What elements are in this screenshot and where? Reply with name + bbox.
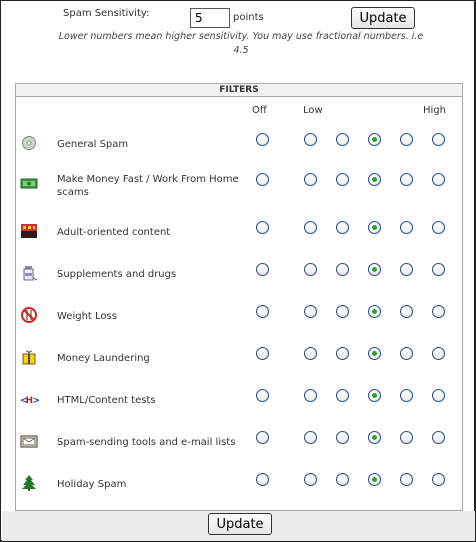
- adult-content-icon: [20, 223, 38, 239]
- svg-text:<: <: [20, 396, 28, 406]
- filter-level-radio-2[interactable]: [336, 473, 349, 486]
- money-bill-icon: [20, 175, 38, 191]
- sensitivity-input[interactable]: [190, 8, 230, 28]
- filter-level-radio-4[interactable]: [400, 173, 413, 186]
- html-tag-icon: [20, 391, 41, 407]
- filter-level-radio-4[interactable]: [400, 473, 413, 486]
- filter-level-radio-2[interactable]: [336, 305, 349, 318]
- filter-row: [15, 221, 463, 251]
- filter-level-radio-5[interactable]: [432, 305, 445, 318]
- filter-level-radio-3[interactable]: [368, 173, 381, 186]
- filter-level-radio-4[interactable]: [400, 133, 413, 146]
- filter-level-radio-5[interactable]: [432, 221, 445, 234]
- filter-label: Holiday Spam: [57, 479, 127, 490]
- sensitivity-label: Spam Sensitivity:: [63, 8, 150, 19]
- filter-level-radio-2[interactable]: [336, 347, 349, 360]
- update-filters-button[interactable]: Update: [208, 513, 272, 535]
- filter-label: Weight Loss: [57, 311, 117, 322]
- filter-level-radio-1[interactable]: [304, 173, 317, 186]
- filter-label: Money Laundering: [57, 353, 150, 364]
- filter-level-radio-5[interactable]: [432, 347, 445, 360]
- filter-level-radio-3[interactable]: [368, 133, 381, 146]
- filter-row: [15, 347, 463, 377]
- column-label-low: Low: [303, 105, 323, 116]
- filter-level-radio-0[interactable]: [256, 347, 269, 360]
- gift-box-icon: [20, 349, 38, 365]
- filter-level-radio-3[interactable]: [368, 473, 381, 486]
- filter-level-radio-2[interactable]: [336, 173, 349, 186]
- email-list-icon: [20, 433, 38, 449]
- filter-level-radio-2[interactable]: [336, 221, 349, 234]
- cd-disc-icon: [20, 135, 38, 151]
- filter-level-radio-1[interactable]: [304, 263, 317, 276]
- filter-label: Supplements and drugs: [57, 269, 177, 280]
- filter-level-radio-3[interactable]: [368, 305, 381, 318]
- filter-level-radio-5[interactable]: [432, 431, 445, 444]
- filter-level-radio-5[interactable]: [432, 389, 445, 402]
- filters-title: FILTERS: [16, 84, 462, 97]
- sensitivity-unit: points: [233, 12, 264, 23]
- filter-level-radio-1[interactable]: [304, 305, 317, 318]
- filter-level-radio-3[interactable]: [368, 221, 381, 234]
- filter-level-radio-0[interactable]: [256, 389, 269, 402]
- svg-text:H: H: [25, 396, 34, 406]
- column-label-off: Off: [252, 105, 267, 116]
- filter-level-radio-4[interactable]: [400, 221, 413, 234]
- filter-level-radio-1[interactable]: [304, 221, 317, 234]
- filter-level-radio-1[interactable]: [304, 133, 317, 146]
- filter-row: [15, 389, 463, 419]
- filter-level-radio-0[interactable]: [256, 431, 269, 444]
- filter-level-radio-5[interactable]: [432, 173, 445, 186]
- filter-level-radio-1[interactable]: [304, 431, 317, 444]
- filter-level-radio-1[interactable]: [304, 389, 317, 402]
- filter-level-radio-0[interactable]: [256, 263, 269, 276]
- filter-label: General Spam: [57, 139, 129, 150]
- filter-level-radio-5[interactable]: [432, 133, 445, 146]
- filter-level-radio-4[interactable]: [400, 263, 413, 276]
- filter-level-radio-4[interactable]: [400, 389, 413, 402]
- filter-level-radio-3[interactable]: [368, 347, 381, 360]
- filter-level-radio-1[interactable]: [304, 347, 317, 360]
- filter-level-radio-4[interactable]: [400, 347, 413, 360]
- filter-label: Spam-sending tools and e-mail lists: [57, 437, 236, 448]
- filter-level-radio-3[interactable]: [368, 431, 381, 444]
- filter-row: [15, 133, 463, 163]
- christmas-tree-icon: [20, 475, 38, 491]
- no-food-icon: [20, 307, 38, 323]
- svg-text:>: >: [32, 396, 41, 406]
- filter-row: [15, 173, 463, 203]
- column-label-high: High: [423, 105, 446, 116]
- filter-level-radio-0[interactable]: [256, 305, 269, 318]
- filter-level-radio-5[interactable]: [432, 473, 445, 486]
- filter-row: [15, 263, 463, 293]
- filter-level-radio-0[interactable]: [256, 173, 269, 186]
- filter-level-radio-1[interactable]: [304, 473, 317, 486]
- update-sensitivity-button[interactable]: Update: [351, 7, 415, 29]
- filter-level-radio-0[interactable]: [256, 133, 269, 146]
- filter-level-radio-4[interactable]: [400, 305, 413, 318]
- filter-level-radio-2[interactable]: [336, 389, 349, 402]
- filter-level-radio-2[interactable]: [336, 263, 349, 276]
- filter-row: [15, 431, 463, 461]
- filter-level-radio-0[interactable]: [256, 473, 269, 486]
- filter-label: Adult-oriented content: [57, 227, 171, 238]
- filter-label: Make Money Fast / Work From Home scams: [57, 174, 239, 198]
- filter-level-radio-0[interactable]: [256, 221, 269, 234]
- filter-level-radio-3[interactable]: [368, 389, 381, 402]
- filter-level-radio-4[interactable]: [400, 431, 413, 444]
- filter-label: HTML/Content tests: [57, 395, 156, 406]
- filter-level-radio-2[interactable]: [336, 133, 349, 146]
- filter-level-radio-3[interactable]: [368, 263, 381, 276]
- pill-bottle-icon: [20, 265, 38, 281]
- filter-level-radio-2[interactable]: [336, 431, 349, 444]
- filter-row: [15, 305, 463, 335]
- filter-row: [15, 473, 463, 503]
- filter-level-radio-5[interactable]: [432, 263, 445, 276]
- sensitivity-hint: Lower numbers mean higher sensitivity. You may use fractional numbers. i.e 4.5: [58, 31, 424, 56]
